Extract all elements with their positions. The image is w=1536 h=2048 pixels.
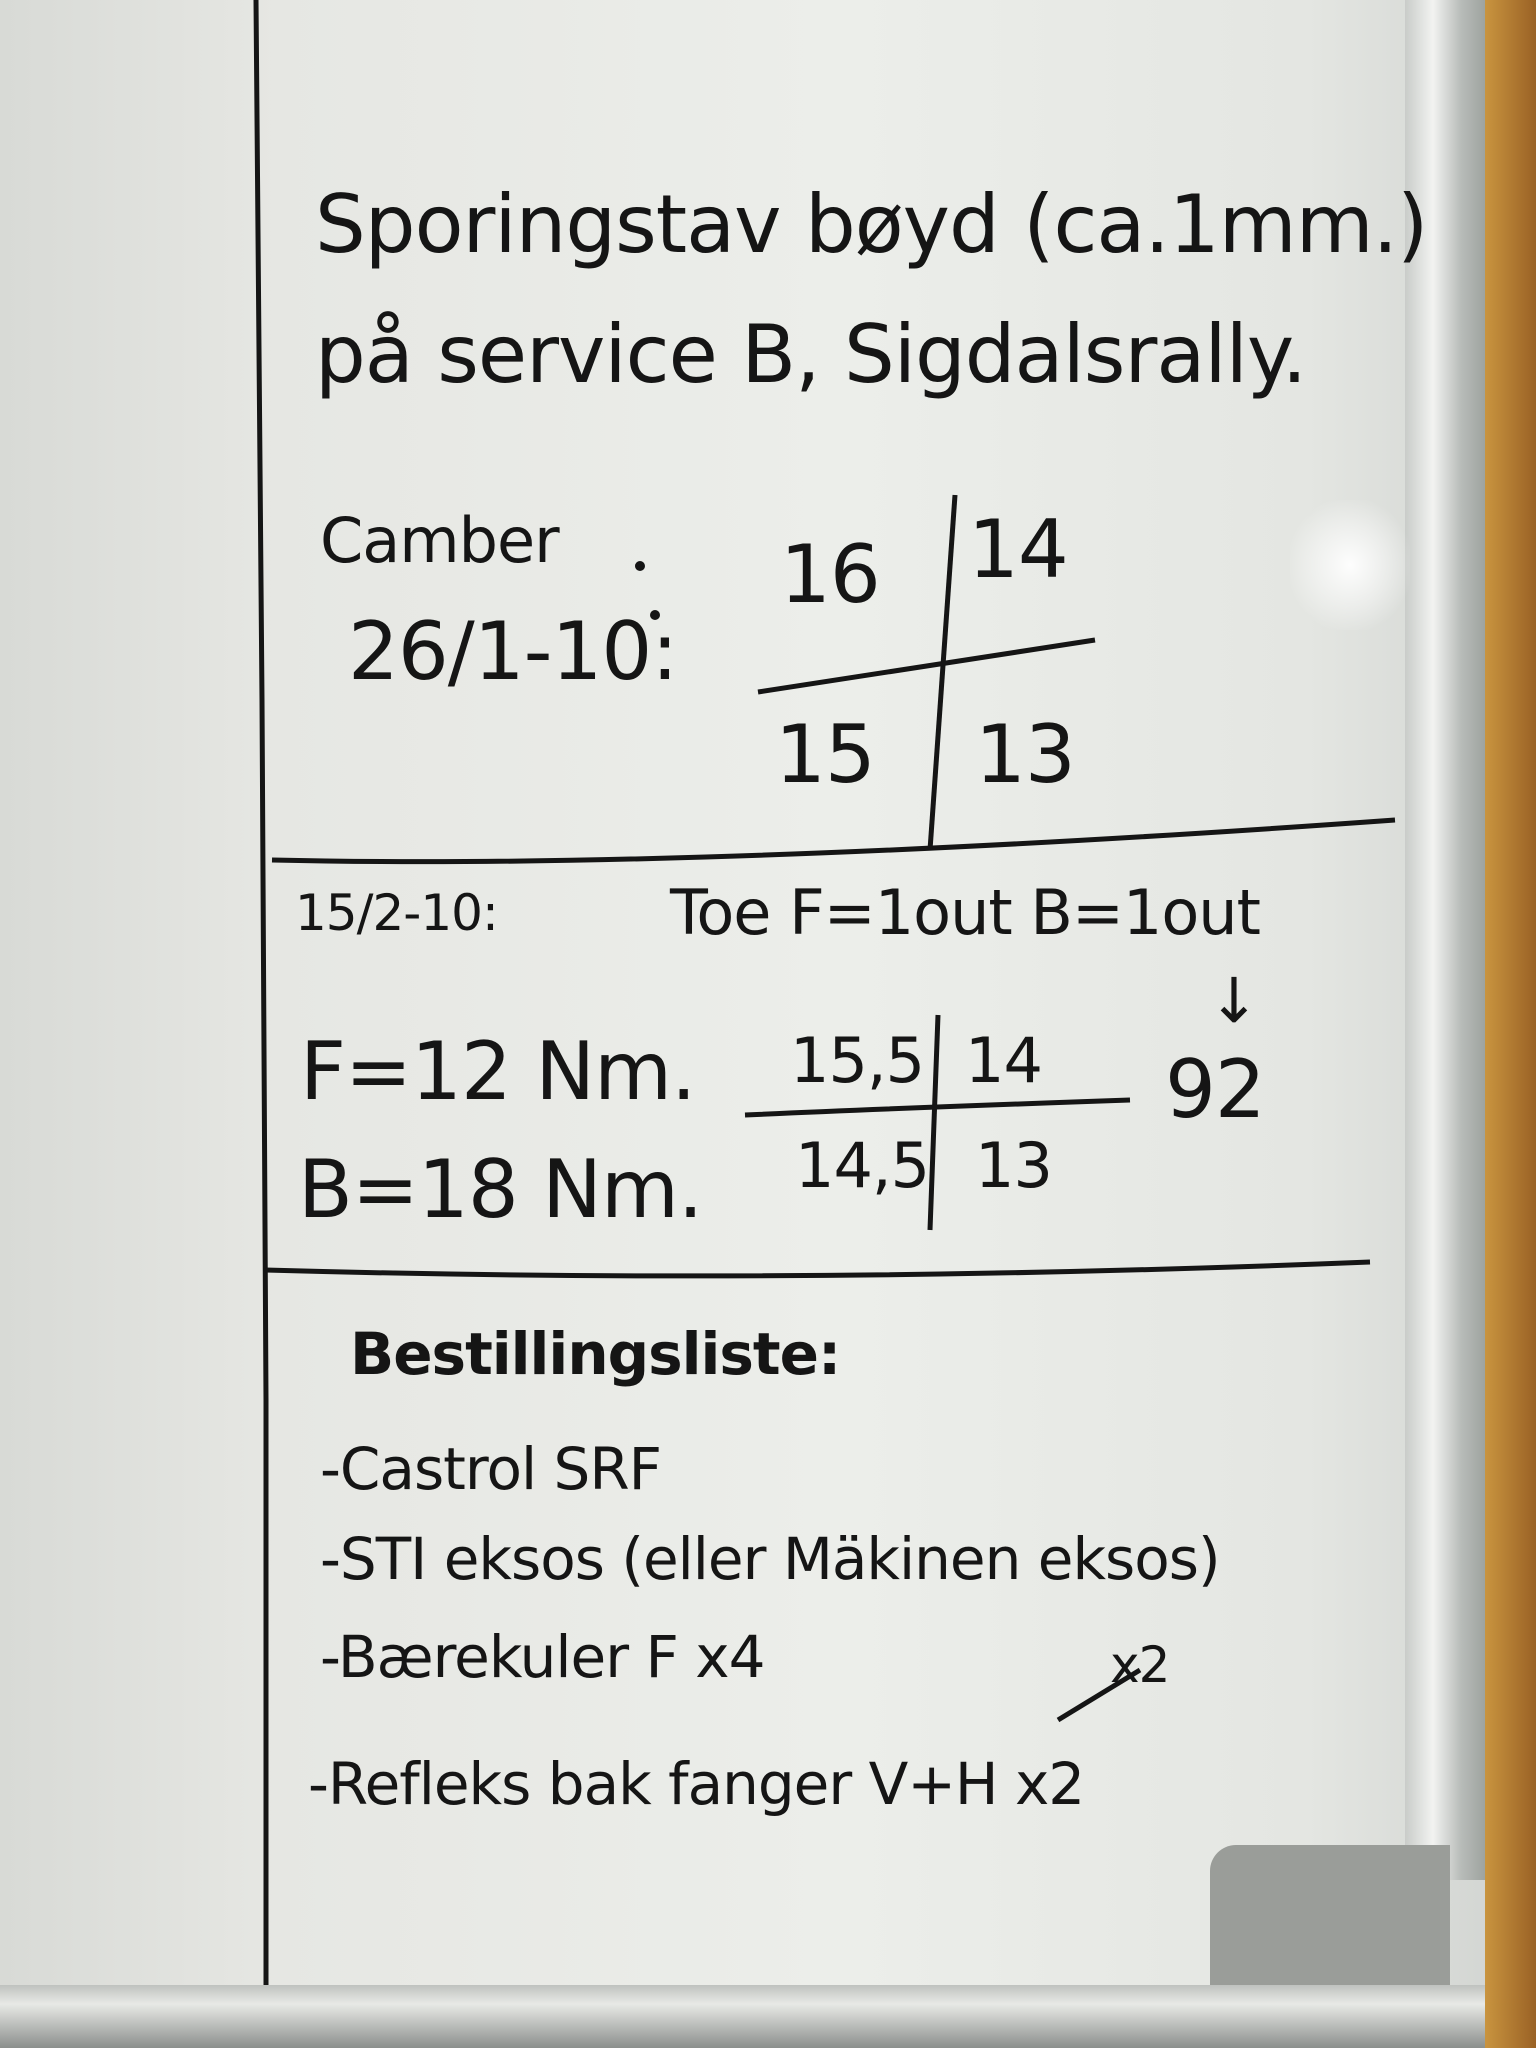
toe-values: Toe F=1out B=1out: [670, 876, 1260, 949]
camber-rear-left: 15: [775, 708, 875, 801]
down-arrow: ↓: [1208, 964, 1259, 1037]
toe-note: 92: [1165, 1043, 1265, 1136]
header-line-1: Sporingstav bøyd (ca.1mm.): [315, 178, 1428, 271]
toe-front-right: 14: [965, 1024, 1042, 1097]
camber-front-right: 14: [968, 503, 1068, 596]
toe-rear-right: 13: [975, 1129, 1052, 1202]
order-item-1: -Castrol SRF: [320, 1435, 662, 1503]
toe-date: 15/2-10:: [295, 884, 498, 942]
toe-grid-vertical: [930, 1015, 938, 1230]
camber-front-left: 16: [780, 528, 880, 621]
order-item-4: -Refleks bak fanger V+H x2: [308, 1750, 1085, 1818]
colon-dot: [635, 561, 645, 571]
torque-front: F=12 Nm.: [300, 1025, 696, 1118]
camber-grid-vertical: [930, 495, 955, 850]
divider-line-1: [272, 820, 1395, 862]
toe-rear-left: 14,5: [795, 1129, 930, 1202]
torque-back: B=18 Nm.: [298, 1143, 703, 1236]
order-item-3: -Bærekuler F x4: [320, 1623, 765, 1691]
toe-grid-horizontal: [745, 1100, 1130, 1115]
camber-grid-horizontal: [758, 640, 1095, 692]
camber-label: Camber: [320, 504, 559, 577]
divider-line-2: [265, 1262, 1370, 1276]
margin-line: [256, 0, 266, 1985]
order-correction: x2: [1110, 1636, 1170, 1694]
camber-date: 26/1-10:: [348, 605, 678, 698]
order-list-title: Bestillingsliste:: [350, 1320, 841, 1388]
order-item-2: -STI eksos (eller Mäkinen eksos): [320, 1525, 1220, 1593]
header-line-2: på service B, Sigdalsrally.: [315, 308, 1307, 401]
toe-front-left: 15,5: [790, 1024, 925, 1097]
camber-rear-right: 13: [975, 708, 1075, 801]
